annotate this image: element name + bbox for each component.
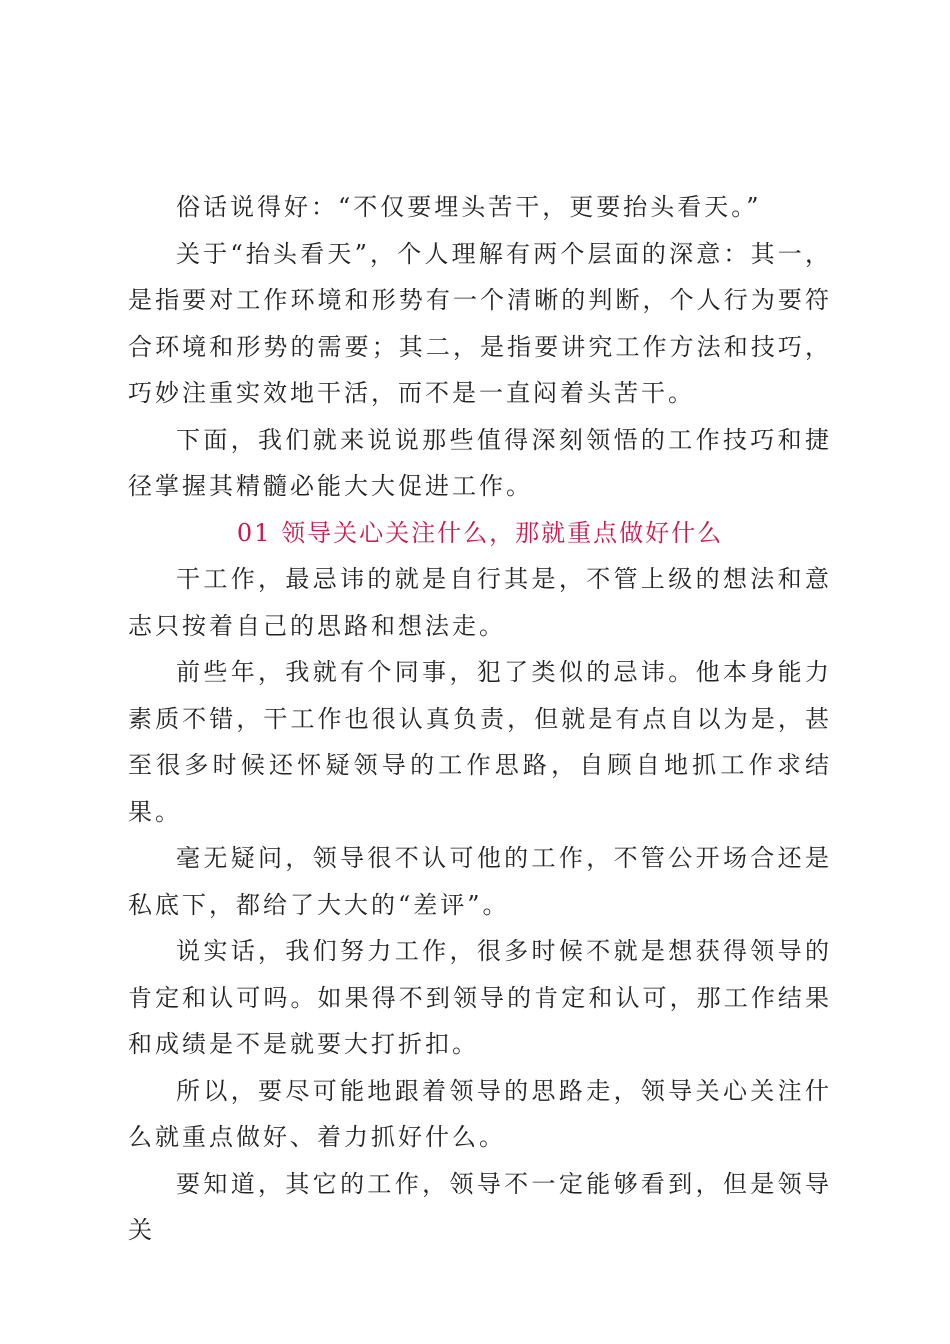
paragraph-follow-leader: 所以，要尽可能地跟着领导的思路走，领导关心关注什么就重点做好、着力抓好什么。 (128, 1076, 832, 1151)
paragraph-recognition: 说实话，我们努力工作，很多时候不就是想获得领导的肯定和认可吗。如果得不到领导的肯定和认可，那工作结果和成绩是不是就要大打折扣。 (128, 937, 832, 1058)
paragraph-proverb: 俗话说得好：“不仅要埋头苦干，更要抬头看天。” (176, 193, 762, 221)
paragraph-other-work: 要知道，其它的工作，领导不一定能够看到，但是领导关 (128, 1169, 832, 1244)
document-page (128, 184, 832, 1254)
paragraph-intro: 下面，我们就来说说那些值得深刻领悟的工作技巧和捷径掌握其精髓必能大大促进工作。 (128, 425, 832, 500)
paragraph-taboo: 干工作，最忌讳的就是自行其是，不管上级的想法和意志只按着自己的思路和想法走。 (128, 565, 832, 640)
section-heading: 01 领导关心关注什么，那就重点做好什么 (236, 518, 724, 547)
paragraph-two-meanings: 关于“抬头看天”，个人理解有两个层面的深意：其一，是指要对工作环境和形势有一个清晰的判断，个人行为要符合环境和形势的需要；其二，是指要讲究工作方法和技巧，巧妙注重实效地干活，而不是一直闷着头苦干。 (128, 239, 832, 407)
paragraph-bad-review: 毫无疑问，领导很不认可他的工作，不管公开场合还是私底下，都给了大大的“差评”。 (128, 844, 832, 919)
paragraph-colleague: 前些年，我就有个同事，犯了类似的忌讳。他本身能力素质不错，干工作也很认真负责，但就是有点自以为是，甚至很多时候还怀疑领导的工作思路，自顾自地抓工作求结果。 (128, 658, 832, 826)
